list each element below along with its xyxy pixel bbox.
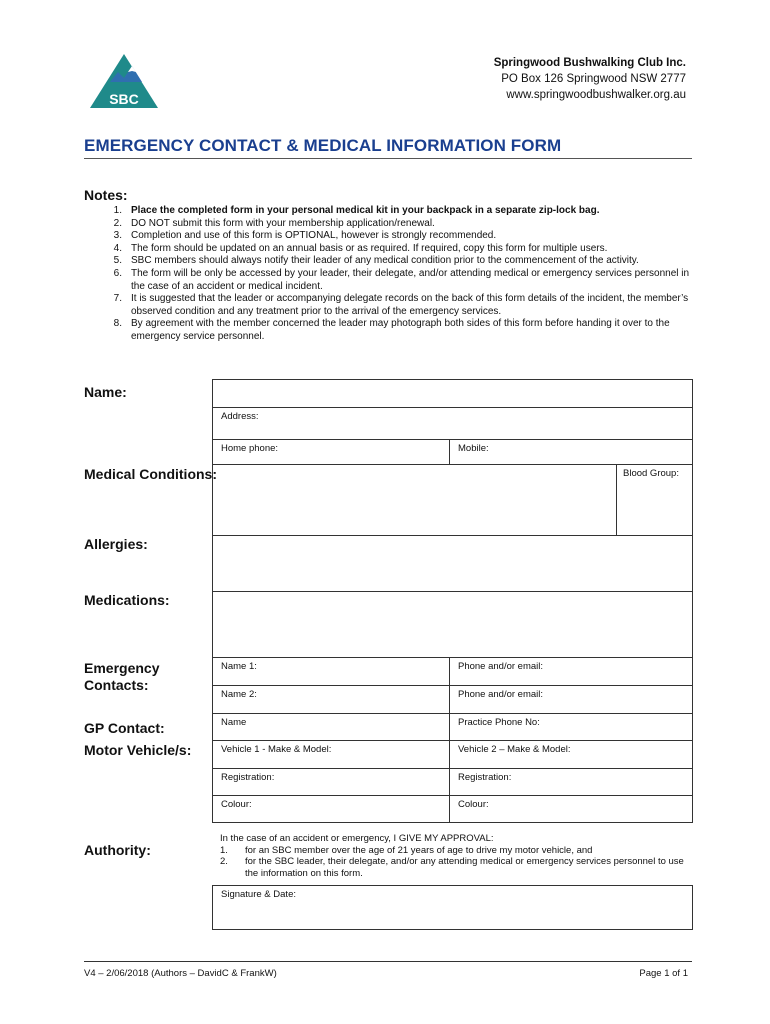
logo-text: SBC: [109, 91, 139, 107]
organisation-details: [494, 55, 686, 103]
signature-label: Signature & Date:: [221, 889, 296, 900]
emergency-phone1-field[interactable]: [449, 657, 693, 686]
vehicle2-field[interactable]: [449, 740, 693, 769]
motor-vehicles-label: Motor Vehicle/s:: [84, 742, 192, 758]
note-item: 5. SBC members should always notify their leader of any medical condition prior to the commencement of the activity.: [113, 255, 639, 267]
home-phone-label: Home phone:: [221, 443, 279, 454]
registration2-field[interactable]: [449, 768, 693, 796]
emergency-name2-field[interactable]: [212, 685, 450, 714]
mobile-label: Mobile:: [458, 443, 489, 454]
colour1-label: Colour:: [221, 799, 252, 810]
allergies-field[interactable]: [212, 535, 693, 592]
notes-list: [104, 205, 694, 344]
name1-label: Name 1:: [221, 661, 257, 672]
practice-phone-field[interactable]: [449, 713, 693, 741]
medications-label: Medications:: [84, 592, 170, 608]
gp-name-field[interactable]: [212, 713, 450, 741]
note-item: 6. The form will be only be accessed by your leader, their delegate, and/or attending medical or emergency services personnel in the case of an accident or medical incident.: [113, 267, 690, 292]
authority-intro: In the case of an accident or emergency, I GIVE MY APPROVAL:: [220, 833, 494, 844]
colour2-label: Colour:: [458, 799, 489, 810]
emergency-phone2-field[interactable]: [449, 685, 693, 714]
vehicle2-label: Vehicle 2 – Make & Model:: [458, 744, 571, 755]
address-label: Address:: [221, 411, 259, 422]
registration1-field[interactable]: [212, 768, 450, 796]
colour1-field[interactable]: [212, 795, 450, 823]
authority-statement: [220, 833, 690, 879]
name2-label: Name 2:: [221, 689, 257, 700]
signature-date-field[interactable]: [212, 885, 693, 930]
colour2-field[interactable]: [449, 795, 693, 823]
name-field[interactable]: [212, 379, 693, 408]
medical-conditions-field[interactable]: [212, 464, 617, 536]
medical-conditions-label: Medical Conditions:: [84, 466, 217, 482]
address-field[interactable]: [212, 407, 693, 440]
footer-rule: [84, 961, 692, 962]
note-item: 3. Completion and use of this form is OPTIONAL, however is strongly recommended.: [113, 230, 497, 242]
blood-group-field[interactable]: [616, 464, 693, 536]
allergies-label: Allergies:: [84, 536, 148, 552]
phone1-label: Phone and/or email:: [458, 661, 544, 672]
note-item: 4. The form should be updated on an annual basis or as required. If required, copy this form for multiple users.: [113, 242, 608, 254]
emergency-name1-field[interactable]: [212, 657, 450, 686]
org-website: www.springwoodbushwalker.org.au: [506, 89, 686, 101]
registration1-label: Registration:: [221, 772, 275, 783]
note-item: 1. Place the completed form in your personal medical kit in your backpack in a separate zip-lock bag.: [113, 205, 600, 216]
note-item: 8. By agreement with the member concerned the leader may photograph both sides of this form before handing it over to the emergency service personnel.: [113, 318, 670, 342]
vehicle1-label: Vehicle 1 - Make & Model:: [221, 744, 332, 755]
authority-label: Authority:: [84, 842, 151, 858]
registration2-label: Registration:: [458, 772, 512, 783]
blood-group-label: Blood Group:: [623, 468, 679, 479]
note-item: 2. DO NOT submit this form with your membership application/renewal.: [113, 217, 435, 229]
medications-field[interactable]: [212, 591, 693, 658]
authority-item: 1. for an SBC member over the age of 21 years of age to drive my motor vehicle, and: [220, 844, 593, 856]
practice-phone-label: Practice Phone No:: [458, 717, 540, 728]
authority-item: 2. for the SBC leader, their delegate, and/or any attending medical or emergency services personnel to use the information on this form.: [220, 856, 684, 879]
gp-name-label: Name: [221, 717, 247, 728]
form-title: EMERGENCY CONTACT & MEDICAL INFORMATION FORM: [84, 136, 562, 155]
vehicle1-field[interactable]: [212, 740, 450, 769]
notes-heading: Notes:: [84, 187, 128, 203]
footer-version: V4 – 2/06/2018 (Authors – DavidC & FrankW): [84, 968, 277, 979]
title-rule: [84, 158, 692, 159]
home-phone-field[interactable]: [212, 439, 450, 465]
emergency-contacts-label: Emergency Contacts:: [84, 660, 160, 693]
sbc-logo: [88, 52, 160, 110]
name-label: Name:: [84, 384, 127, 400]
org-address: PO Box 126 Springwood NSW 2777: [501, 73, 686, 85]
note-item: 7. It is suggested that the leader or accompanying delegate records on the back of this form details of the incident, the member’s observed condition and any treatment prior to the arrival of the emergency services.: [113, 293, 689, 317]
gp-contact-label: GP Contact:: [84, 720, 165, 736]
footer-page-number: Page 1 of 1: [639, 968, 688, 979]
org-name: Springwood Bushwalking Club Inc.: [493, 57, 686, 69]
mobile-field[interactable]: [449, 439, 693, 465]
phone2-label: Phone and/or email:: [458, 689, 544, 700]
